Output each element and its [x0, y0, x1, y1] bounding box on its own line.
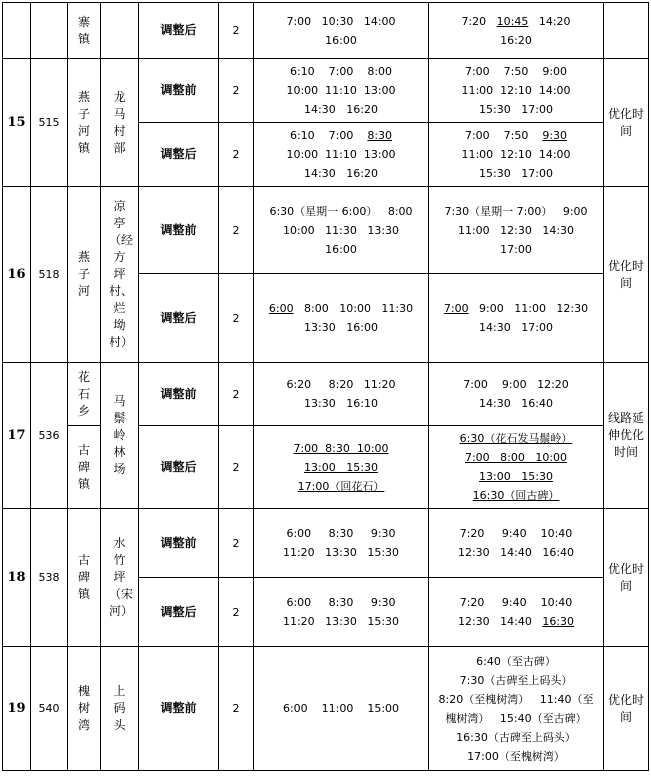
time-text: 7:20 9:40 10:40	[459, 596, 573, 609]
schedule-line	[433, 145, 599, 164]
time-text: 7:00 10:30 14:00	[286, 14, 396, 28]
schedule-line	[258, 62, 424, 81]
schedule-line	[433, 394, 599, 413]
time-text: 11:20 13:30 15:30	[282, 546, 400, 559]
changed-time: 16:30	[542, 615, 575, 628]
stage-label: 调整前	[139, 509, 219, 578]
schedule-line	[433, 429, 599, 448]
destination: 凉亭（经方坪村、烂坳村）	[101, 187, 139, 363]
time-text: 11:20 13:30 15:30	[282, 615, 400, 628]
outbound-schedule	[254, 578, 429, 647]
time-text: 7:30（古碑至上码头）	[459, 673, 573, 687]
time-text: 9:00 11:00 12:30	[468, 302, 589, 315]
route-number: 518	[31, 187, 68, 363]
destination: 水竹坪（宋河）	[101, 509, 139, 647]
schedule-line	[258, 394, 424, 413]
return-schedule	[429, 59, 604, 123]
table-row	[3, 647, 649, 771]
route-index: 19	[3, 647, 31, 771]
schedule-line	[433, 12, 599, 31]
route-index: 18	[3, 509, 31, 647]
schedule-line	[433, 299, 599, 318]
schedule-line	[433, 164, 599, 183]
stage-label: 调整后	[139, 426, 219, 509]
schedule-line	[433, 375, 599, 394]
route-number	[31, 3, 68, 59]
table-row	[3, 187, 649, 274]
schedule-line	[433, 81, 599, 100]
schedule-line	[433, 31, 599, 50]
time-text: 6:10 7:00	[289, 129, 368, 142]
changed-time: 7:00 8:30 10:00	[293, 441, 389, 455]
schedule-line	[433, 126, 599, 145]
bus-count: 2	[219, 3, 254, 59]
outbound-schedule	[254, 59, 429, 123]
route-index: 15	[3, 59, 31, 187]
route-number: 538	[31, 509, 68, 647]
origin-town-alt: 古碑镇	[68, 426, 101, 509]
schedule-line	[433, 690, 599, 709]
time-text: 7:30（星期一 7:00） 9:00	[444, 204, 588, 218]
route-number: 540	[31, 647, 68, 771]
origin-town: 花石乡	[68, 363, 101, 426]
return-schedule	[429, 647, 604, 771]
time-text: 7:00 7:50	[464, 129, 543, 142]
schedule-line	[433, 728, 599, 747]
time-text: 7:00 7:50 9:00	[464, 65, 568, 78]
time-text: 槐树湾） 15:40（至古碑）	[445, 711, 587, 725]
schedule-line	[433, 612, 599, 631]
time-text: 14:30 16:20	[304, 167, 378, 180]
schedule-line	[258, 240, 424, 259]
return-schedule	[429, 3, 604, 59]
changed-time: 7:00 8:00 10:00	[464, 451, 568, 464]
time-text: 10:00 11:10 13:00	[286, 148, 396, 161]
time-text: 7:20	[461, 14, 497, 28]
time-text: 14:20	[528, 14, 571, 28]
schedule-line	[258, 12, 424, 31]
changed-time: 16:30（回古碑）	[472, 489, 560, 502]
time-text: 16:00	[325, 33, 357, 47]
origin-town: 燕子河	[68, 187, 101, 363]
bus-count: 2	[219, 509, 254, 578]
time-text: 12:30 14:40 16:40	[457, 546, 575, 559]
destination: 龙马村部	[101, 59, 139, 187]
destination	[101, 3, 139, 59]
outbound-schedule	[254, 3, 429, 59]
schedule-line	[258, 477, 424, 496]
route-index: 17	[3, 363, 31, 509]
return-schedule	[429, 363, 604, 426]
schedule-line	[258, 145, 424, 164]
table-row	[3, 509, 649, 578]
stage-label: 调整前	[139, 187, 219, 274]
table-row	[3, 59, 649, 123]
schedule-line	[258, 612, 424, 631]
origin-town: 燕子河镇	[68, 59, 101, 187]
time-text: 12:30 14:40	[457, 615, 543, 628]
schedule-line	[258, 458, 424, 477]
schedule-line	[433, 202, 599, 221]
schedule-line	[433, 486, 599, 505]
table-row	[3, 426, 649, 509]
bus-count: 2	[219, 426, 254, 509]
schedule-line	[258, 81, 424, 100]
return-schedule	[429, 578, 604, 647]
bus-count: 2	[219, 123, 254, 187]
time-text: 14:30 16:40	[479, 397, 553, 410]
bus-count: 2	[219, 647, 254, 771]
stage-label: 调整后	[139, 123, 219, 187]
schedule-line	[433, 524, 599, 543]
table-row	[3, 3, 649, 59]
route-index	[3, 3, 31, 59]
changed-time: 13:00 15:30	[479, 470, 553, 483]
adjust-note: 优化时间	[604, 187, 649, 363]
adjust-note: 优化时间	[604, 647, 649, 771]
outbound-schedule	[254, 363, 429, 426]
outbound-schedule	[254, 187, 429, 274]
adjust-note: 线路延伸优化时间	[604, 363, 649, 509]
schedule-line	[433, 100, 599, 119]
bus-count: 2	[219, 274, 254, 363]
time-text: 8:00 10:00 11:30	[293, 302, 414, 315]
schedule-line	[258, 202, 424, 221]
return-schedule	[429, 274, 604, 363]
outbound-schedule	[254, 426, 429, 509]
schedule-line	[433, 593, 599, 612]
changed-time: 8:30	[367, 129, 393, 142]
schedule-line	[258, 126, 424, 145]
stage-label: 调整前	[139, 647, 219, 771]
origin-town: 槐树湾	[68, 647, 101, 771]
schedule-line	[258, 699, 424, 718]
changed-time: 13:00 15:30	[304, 460, 378, 474]
time-text: 6:40（至古碑）	[476, 654, 556, 668]
schedule-line	[258, 318, 424, 337]
schedule-line	[258, 100, 424, 119]
schedule-line	[258, 299, 424, 318]
schedule-line	[258, 524, 424, 543]
outbound-schedule	[254, 274, 429, 363]
time-text: 17:00	[500, 242, 532, 256]
schedule-line	[433, 652, 599, 671]
table-row	[3, 363, 649, 426]
schedule-line	[433, 543, 599, 562]
schedule-line	[433, 709, 599, 728]
time-text: 7:00 9:00 12:20	[463, 378, 569, 391]
bus-count: 2	[219, 578, 254, 647]
outbound-schedule	[254, 647, 429, 771]
stage-label: 调整前	[139, 363, 219, 426]
return-schedule	[429, 426, 604, 509]
schedule-line	[433, 318, 599, 337]
time-text: 17:00（至槐树湾）	[467, 749, 565, 763]
changed-time: 7:00	[443, 302, 469, 315]
time-text: 11:00 12:10 14:00	[461, 148, 571, 161]
time-text: 6:10 7:00 8:00	[289, 65, 393, 78]
adjust-note: 优化时间	[604, 59, 649, 187]
schedule-line	[433, 448, 599, 467]
time-text: 10:00 11:30 13:30	[282, 223, 400, 237]
schedule-line	[258, 221, 424, 240]
time-text: 10:00 11:10 13:00	[286, 84, 396, 97]
time-text: 13:30 16:10	[304, 397, 378, 410]
adjust-note: 优化时间	[604, 509, 649, 647]
time-text: 13:30 16:00	[304, 321, 378, 334]
schedule-line	[433, 467, 599, 486]
time-text: 7:20 9:40 10:40	[459, 527, 573, 540]
stage-label: 调整后	[139, 578, 219, 647]
schedule-line	[258, 164, 424, 183]
time-text: 6:00 8:30 9:30	[286, 527, 396, 540]
route-index: 16	[3, 187, 31, 363]
time-text: 16:20	[500, 33, 532, 47]
changed-time: 9:30	[542, 129, 568, 142]
return-schedule	[429, 509, 604, 578]
time-text: 6:00 11:00 15:00	[282, 702, 400, 715]
route-number: 536	[31, 363, 68, 509]
bus-count: 2	[219, 363, 254, 426]
time-text: 14:30 17:00	[479, 321, 553, 334]
time-text: 15:30 17:00	[479, 167, 553, 180]
schedule-line	[258, 31, 424, 50]
time-text: 16:00	[325, 242, 357, 256]
schedule-line	[433, 221, 599, 240]
return-schedule	[429, 187, 604, 274]
bus-schedule-table	[2, 2, 649, 771]
schedule-line	[258, 593, 424, 612]
stage-label: 调整后	[139, 274, 219, 363]
changed-time: 6:30（花石发马鬃岭）	[459, 432, 573, 445]
bus-count: 2	[219, 187, 254, 274]
schedule-line	[258, 375, 424, 394]
time-text: 11:00 12:10 14:00	[461, 84, 571, 97]
time-text: 15:30 17:00	[479, 103, 553, 116]
schedule-line	[258, 439, 424, 458]
changed-time: 6:00	[268, 302, 294, 315]
schedule-line	[433, 671, 599, 690]
time-text: 6:20 8:20 11:20	[286, 378, 396, 391]
return-schedule	[429, 123, 604, 187]
time-text: 16:30（古碑至上码头）	[456, 730, 576, 744]
route-number: 515	[31, 59, 68, 187]
time-text: 11:00 12:30 14:30	[457, 223, 575, 237]
stage-label: 调整前	[139, 59, 219, 123]
time-text: 6:00 8:30 9:30	[286, 596, 396, 609]
changed-time: 10:45	[496, 14, 529, 28]
destination: 马鬃岭林场	[101, 363, 139, 509]
schedule-line	[258, 543, 424, 562]
stage-label: 调整后	[139, 3, 219, 59]
time-text: 8:20（至槐树湾） 11:40（至	[438, 692, 594, 706]
schedule-line	[433, 62, 599, 81]
changed-time: 17:00（回花石）	[297, 479, 385, 493]
schedule-line	[433, 240, 599, 259]
time-text: 6:30（星期一 6:00） 8:00	[269, 204, 413, 218]
outbound-schedule	[254, 509, 429, 578]
time-text: 14:30 16:20	[304, 103, 378, 116]
schedule-line	[433, 747, 599, 766]
origin-town: 古碑镇	[68, 509, 101, 647]
origin-town: 寨镇	[68, 3, 101, 59]
bus-count: 2	[219, 59, 254, 123]
destination: 上码头	[101, 647, 139, 771]
adjust-note	[604, 3, 649, 59]
outbound-schedule	[254, 123, 429, 187]
